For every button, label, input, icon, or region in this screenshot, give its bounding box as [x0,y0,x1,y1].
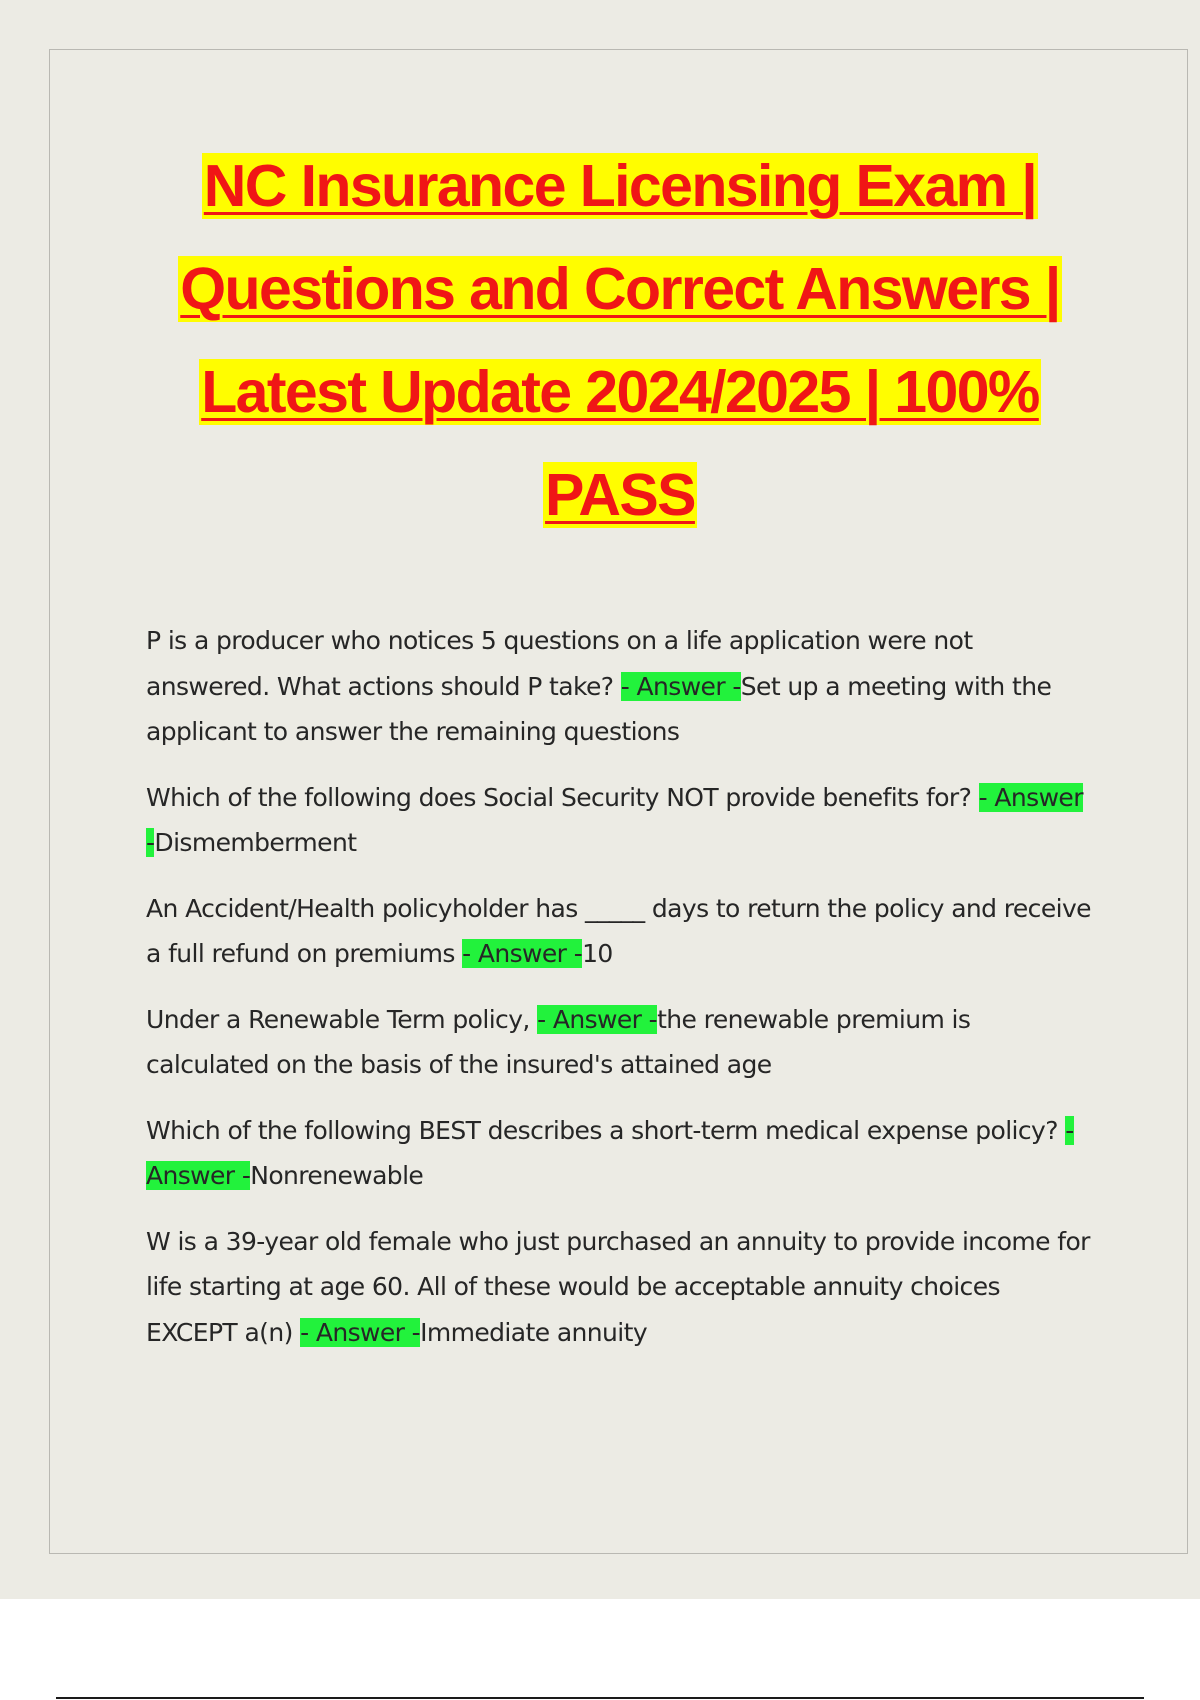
answer-text: Nonrenewable [250,1161,424,1190]
question-text: P is a producer who notices 5 questions on a life application were not answered. What actions should P take? [146,626,973,701]
answer-text: Immediate annuity [420,1317,648,1347]
title-line-1: NC Insurance Licensing Exam | [203,153,1037,219]
answer-text: the renewable premium is calculated on the basis of the insured's attained age [146,1004,971,1079]
answer-tag: - Answer - [620,671,741,701]
qa-item-3 [146,886,1096,977]
title-line-2: Questions and Correct Answers | [180,256,1060,322]
answer-tag: - Answer - [300,1317,421,1347]
question-text: Which of the following BEST describes a short-term medical expense policy? [146,1115,1066,1145]
title-line-4: PASS [545,462,695,528]
question-text: Under a Renewable Term policy, [146,1004,538,1034]
answer-tag: - Answer - [537,1004,658,1034]
qa-item-4 [146,997,1096,1088]
footer-rule [56,1697,1144,1699]
question-text: Which of the following does Social Security NOT provide benefits for? [146,782,979,812]
qa-item-1 [146,618,1096,755]
qa-list [146,618,1096,1375]
question-text: An Accident/Health policyholder has _____ days to return the policy and receive a full refund on premiums [146,893,1091,968]
answer-text: Dismemberment [154,828,357,857]
question-text: W is a 39-year old female who just purchased an annuity to provide income for life starting at age 60. All of these would be acceptable annuity choices EXCEPT a(n) [146,1226,1090,1347]
answer-text: Set up a meeting with the applicant to answer the remaining questions [146,671,1052,746]
answer-tag: - Answer - [146,1115,1074,1190]
answer-text: 10 [582,939,613,968]
qa-item-6 [146,1219,1096,1356]
qa-item-2 [146,775,1096,866]
answer-tag: - Answer - [462,939,583,968]
document-title [100,135,1140,547]
answer-tag: - Answer - [146,782,1083,857]
qa-item-5 [146,1108,1096,1199]
title-line-3: Latest Update 2024/2025 | 100% [201,359,1039,425]
